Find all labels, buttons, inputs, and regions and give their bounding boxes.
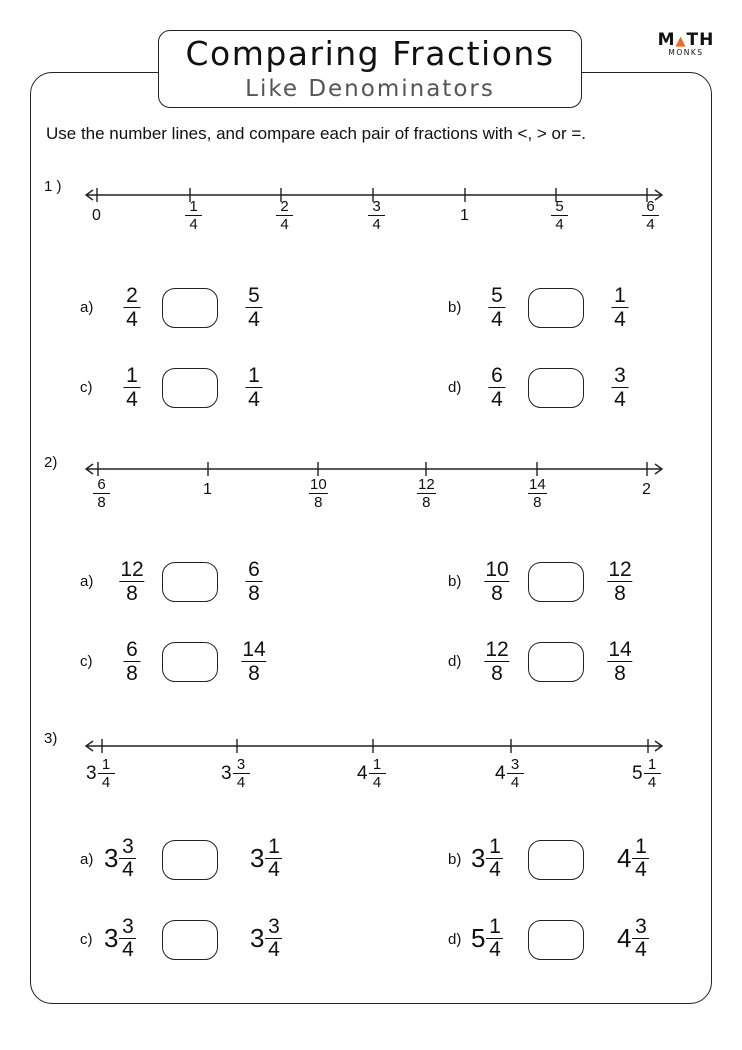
right-fraction xyxy=(246,364,263,411)
numerator: 3 xyxy=(614,364,626,387)
pair-label: d) xyxy=(448,653,462,670)
fraction-part xyxy=(369,756,386,791)
numerator: 3 xyxy=(268,915,280,938)
denominator: 4 xyxy=(510,774,520,791)
pair-label: d) xyxy=(448,379,462,396)
tick-label xyxy=(357,756,386,791)
fraction-part xyxy=(119,836,136,881)
fraction-part xyxy=(233,756,250,791)
answer-box[interactable] xyxy=(162,288,218,328)
tick-label xyxy=(276,198,293,233)
number-line xyxy=(0,459,742,529)
right-fraction xyxy=(612,284,629,331)
denominator: 4 xyxy=(555,216,564,233)
numerator: 6 xyxy=(248,558,260,581)
numerator: 14 xyxy=(529,476,546,493)
denominator: 8 xyxy=(491,662,503,685)
right-fraction xyxy=(246,558,263,605)
numerator: 6 xyxy=(491,364,503,387)
fraction-part xyxy=(486,916,503,961)
denominator: 4 xyxy=(614,388,626,411)
denominator: 4 xyxy=(248,388,260,411)
whole-number: 5 xyxy=(471,923,486,953)
denominator: 4 xyxy=(491,388,503,411)
right-fraction xyxy=(250,916,282,961)
answer-box[interactable] xyxy=(528,368,584,408)
numerator: 1 xyxy=(614,284,626,307)
tick-label: 1 xyxy=(460,207,469,224)
numerator: 1 xyxy=(489,835,501,858)
numerator: 2 xyxy=(280,198,289,215)
pair-label: d) xyxy=(448,931,462,948)
tick-label xyxy=(632,756,661,791)
tick-label: 1 xyxy=(203,481,212,498)
denominator: 4 xyxy=(489,858,501,881)
whole-number: 4 xyxy=(495,762,506,784)
pair-label: b) xyxy=(448,851,462,868)
denominator: 4 xyxy=(372,774,382,791)
answer-box[interactable] xyxy=(162,920,218,960)
fraction-part xyxy=(98,756,115,791)
fraction-part xyxy=(486,836,503,881)
logo-triangle-icon: ▲ xyxy=(675,34,687,49)
numerator: 1 xyxy=(189,198,198,215)
numerator: 14 xyxy=(608,638,632,661)
denominator: 4 xyxy=(491,308,503,331)
left-fraction xyxy=(124,364,141,411)
answer-box[interactable] xyxy=(528,642,584,682)
denominator: 4 xyxy=(647,774,657,791)
numerator: 6 xyxy=(646,198,655,215)
left-fraction xyxy=(471,916,503,961)
numerator: 5 xyxy=(555,198,564,215)
tick-label xyxy=(368,198,385,233)
answer-box[interactable] xyxy=(162,368,218,408)
denominator: 8 xyxy=(126,662,138,685)
pair-label: b) xyxy=(448,299,462,316)
tick-label xyxy=(86,756,115,791)
numerator: 12 xyxy=(485,638,509,661)
whole-number: 4 xyxy=(617,843,632,873)
whole-number: 3 xyxy=(86,762,97,784)
left-fraction xyxy=(489,284,506,331)
denominator: 4 xyxy=(101,774,111,791)
logo-subtitle: MONKS xyxy=(668,48,704,57)
whole-number: 3 xyxy=(250,923,265,953)
numerator: 5 xyxy=(491,284,503,307)
fraction-part xyxy=(632,916,649,961)
denominator: 4 xyxy=(126,388,138,411)
numerator: 3 xyxy=(122,915,134,938)
denominator: 8 xyxy=(248,662,260,685)
numerator: 10 xyxy=(310,476,327,493)
denominator: 4 xyxy=(268,938,280,961)
numerator: 5 xyxy=(248,284,260,307)
right-fraction xyxy=(617,836,649,881)
denominator: 4 xyxy=(372,216,381,233)
denominator: 8 xyxy=(248,582,260,605)
answer-box[interactable] xyxy=(528,840,584,880)
title-box xyxy=(158,30,582,108)
tick-label xyxy=(417,476,436,511)
pair-label: c) xyxy=(80,653,93,670)
numerator: 6 xyxy=(97,476,106,493)
left-fraction xyxy=(484,558,509,605)
denominator: 4 xyxy=(126,308,138,331)
denominator: 8 xyxy=(614,582,626,605)
whole-number: 3 xyxy=(250,843,265,873)
fraction-part xyxy=(119,916,136,961)
numerator: 3 xyxy=(372,198,381,215)
left-fraction xyxy=(104,916,136,961)
denominator: 4 xyxy=(248,308,260,331)
denominator: 4 xyxy=(268,858,280,881)
numerator: 3 xyxy=(236,756,246,773)
pair-label: c) xyxy=(80,379,93,396)
pair-label: c) xyxy=(80,931,93,948)
numerator: 6 xyxy=(126,638,138,661)
fraction-part xyxy=(507,756,524,791)
tick-label xyxy=(309,476,328,511)
numerator: 1 xyxy=(126,364,138,387)
denominator: 4 xyxy=(635,938,647,961)
denominator: 8 xyxy=(614,662,626,685)
question-number: 1 ) xyxy=(44,178,62,195)
denominator: 4 xyxy=(122,938,134,961)
fraction-part xyxy=(265,916,282,961)
left-fraction xyxy=(119,558,144,605)
answer-box[interactable] xyxy=(528,920,584,960)
denominator: 8 xyxy=(97,494,106,511)
denominator: 4 xyxy=(189,216,198,233)
logo-wordmark: M▲TH xyxy=(657,30,715,50)
right-fraction xyxy=(246,284,263,331)
numerator: 2 xyxy=(126,284,138,307)
fraction-part xyxy=(644,756,661,791)
numerator: 1 xyxy=(489,915,501,938)
whole-number: 3 xyxy=(104,843,119,873)
pair-label: b) xyxy=(448,573,462,590)
whole-number: 3 xyxy=(104,923,119,953)
pair-label: a) xyxy=(80,573,94,590)
left-fraction xyxy=(484,638,509,685)
tick-label: 0 xyxy=(92,207,101,224)
answer-box[interactable] xyxy=(162,642,218,682)
question-number: 3) xyxy=(44,730,58,747)
answer-box[interactable] xyxy=(162,840,218,880)
denominator: 4 xyxy=(614,308,626,331)
answer-box[interactable] xyxy=(528,288,584,328)
pair-label: a) xyxy=(80,851,94,868)
denominator: 4 xyxy=(489,938,501,961)
denominator: 4 xyxy=(646,216,655,233)
numerator: 3 xyxy=(635,915,647,938)
left-fraction xyxy=(104,836,136,881)
denominator: 8 xyxy=(491,582,503,605)
whole-number: 4 xyxy=(617,923,632,953)
right-fraction xyxy=(607,558,632,605)
tick-label xyxy=(185,198,202,233)
left-fraction xyxy=(124,638,141,685)
numerator: 1 xyxy=(248,364,260,387)
denominator: 8 xyxy=(422,494,431,511)
numerator: 1 xyxy=(268,835,280,858)
question-number: 2) xyxy=(44,454,58,471)
whole-number: 4 xyxy=(357,762,368,784)
page-subtitle: Like Denominators xyxy=(245,76,495,102)
denominator: 8 xyxy=(126,582,138,605)
right-fraction xyxy=(241,638,266,685)
numerator: 14 xyxy=(242,638,266,661)
whole-number: 3 xyxy=(221,762,232,784)
pair-label: a) xyxy=(80,299,94,316)
fraction-part xyxy=(632,836,649,881)
numerator: 1 xyxy=(101,756,111,773)
page-title: Comparing Fractions xyxy=(185,34,555,73)
right-fraction xyxy=(607,638,632,685)
numerator: 12 xyxy=(608,558,632,581)
numerator: 10 xyxy=(485,558,509,581)
left-fraction xyxy=(124,284,141,331)
left-fraction xyxy=(489,364,506,411)
numerator: 12 xyxy=(418,476,435,493)
denominator: 8 xyxy=(533,494,542,511)
denominator: 4 xyxy=(280,216,289,233)
tick-label xyxy=(495,756,524,791)
numerator: 12 xyxy=(120,558,144,581)
denominator: 4 xyxy=(122,858,134,881)
right-fraction xyxy=(250,836,282,881)
numerator: 3 xyxy=(510,756,520,773)
left-fraction xyxy=(471,836,503,881)
denominator: 4 xyxy=(236,774,246,791)
tick-label xyxy=(93,476,110,511)
tick-label xyxy=(221,756,250,791)
answer-box[interactable] xyxy=(528,562,584,602)
right-fraction xyxy=(612,364,629,411)
tick-label xyxy=(528,476,547,511)
whole-number: 3 xyxy=(471,843,486,873)
brand-logo xyxy=(656,30,716,57)
fraction-part xyxy=(265,836,282,881)
tick-label xyxy=(642,198,659,233)
numerator: 1 xyxy=(647,756,657,773)
denominator: 8 xyxy=(314,494,323,511)
numerator: 1 xyxy=(635,835,647,858)
tick-label: 2 xyxy=(642,481,651,498)
right-fraction xyxy=(617,916,649,961)
denominator: 4 xyxy=(635,858,647,881)
whole-number: 5 xyxy=(632,762,643,784)
numerator: 3 xyxy=(122,835,134,858)
tick-label xyxy=(551,198,568,233)
answer-box[interactable] xyxy=(162,562,218,602)
instructions: Use the number lines, and compare each pair of fractions with <, > or =. xyxy=(46,124,587,143)
numerator: 1 xyxy=(372,756,382,773)
